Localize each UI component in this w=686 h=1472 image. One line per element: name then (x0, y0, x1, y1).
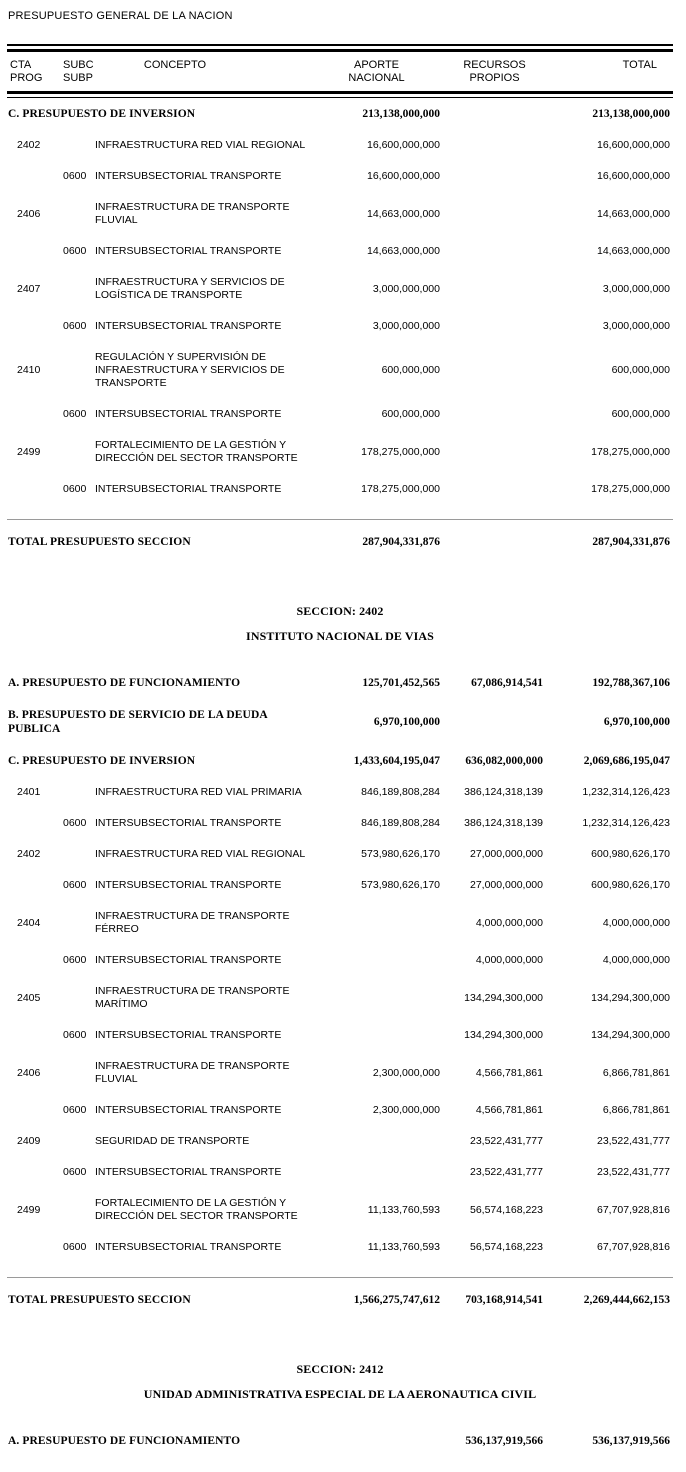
subprogram-code: 0600 (63, 483, 87, 495)
table-row (7, 1188, 673, 1232)
concepto-cell: INFRAESTRUCTURA RED VIAL PRIMARIA (95, 786, 302, 798)
recursos-propios-value: 386,124,318,139 (464, 817, 543, 829)
total-value: 1,232,314,126,423 (582, 786, 670, 798)
aporte-nacional-value: 16,600,000,000 (367, 170, 440, 182)
section-code: SECCION: 2402 (296, 604, 384, 618)
section-heading (7, 1362, 673, 1401)
table-row (7, 870, 673, 901)
recursos-propios-value: 23,522,431,777 (470, 1135, 543, 1147)
total-value: 600,980,626,170 (591, 848, 670, 860)
program-code: 2404 (17, 916, 41, 929)
total-value: 600,000,000 (611, 408, 670, 420)
subprogram-code: 0600 (63, 408, 87, 420)
column-header-line: CONCEPTO (143, 59, 207, 71)
subprogram-code: 0600 (63, 1029, 87, 1041)
row-label: C. PRESUPUESTO DE INVERSION (8, 108, 196, 120)
recursos-propios-value: 386,124,318,139 (464, 786, 543, 798)
total-value: 67,707,928,816 (597, 1241, 670, 1253)
total-value: 3,000,000,000 (602, 320, 670, 332)
program-code: 2406 (17, 207, 41, 220)
concepto-cell: FORTALECIMIENTO DE LA GESTIÓN Y DIRECCIÓN DEL SECTOR TRANSPORTE (95, 1197, 298, 1222)
table-row (7, 161, 673, 192)
aporte-nacional-value: 287,904,331,876 (362, 536, 440, 548)
row-label: TOTAL PRESUPUESTO SECCION (8, 1294, 191, 1306)
row-label: A. PRESUPUESTO DE FUNCIONAMIENTO (8, 1435, 241, 1447)
aporte-nacional-value: 846,189,808,284 (361, 786, 440, 798)
aporte-nacional-value: 600,000,000 (381, 364, 440, 376)
concepto-cell: INTERSUBSECTORIAL TRANSPORTE (95, 1104, 282, 1116)
aporte-nacional-value: 1,433,604,195,047 (353, 755, 440, 767)
table-row (7, 945, 673, 976)
concepto-cell: INTERSUBSECTORIAL TRANSPORTE (95, 245, 282, 257)
table-row (7, 1095, 673, 1126)
row-label: B. PRESUPUESTO DE SERVICIO DE LA DEUDA PUBLICA (8, 709, 268, 735)
table-row (7, 1277, 673, 1316)
total-value: 600,980,626,170 (591, 879, 670, 891)
aporte-nacional-value: 213,138,000,000 (362, 108, 440, 120)
document-title: PRESUPUESTO GENERAL DE LA NACION (8, 10, 233, 22)
table-row (7, 1232, 673, 1263)
concepto-cell: INFRAESTRUCTURA RED VIAL REGIONAL (95, 848, 306, 860)
table-row (7, 839, 673, 870)
total-value: 6,970,100,000 (603, 716, 670, 728)
concepto-cell: INTERSUBSECTORIAL TRANSPORTE (95, 483, 282, 495)
column-header-concepto (95, 59, 310, 85)
table-row (7, 474, 673, 505)
table-row (7, 430, 673, 474)
table-row (7, 1126, 673, 1157)
total-value: 2,069,686,195,047 (583, 755, 670, 767)
program-code: 2402 (17, 139, 41, 151)
table-row (7, 745, 673, 777)
program-code: 2407 (17, 282, 41, 295)
column-header-subc-subp (55, 59, 95, 85)
total-value: 287,904,331,876 (592, 536, 670, 548)
total-value: 4,000,000,000 (602, 954, 670, 966)
table-row (7, 777, 673, 808)
concepto-cell: INFRAESTRUCTURA DE TRANSPORTE FÉRREO (95, 910, 290, 935)
concepto-cell: INFRAESTRUCTURA DE TRANSPORTE MARÍTIMO (95, 985, 290, 1010)
subprogram-code: 0600 (63, 879, 87, 891)
concepto-cell: INTERSUBSECTORIAL TRANSPORTE (95, 1029, 282, 1041)
column-header-recursos-propios (443, 59, 546, 85)
total-value: 67,707,928,816 (597, 1203, 670, 1216)
table-row (7, 130, 673, 161)
concepto-cell: INTERSUBSECTORIAL TRANSPORTE (95, 320, 282, 332)
total-value: 213,138,000,000 (592, 108, 670, 120)
program-code: 2402 (17, 848, 41, 860)
aporte-nacional-value: 600,000,000 (381, 408, 440, 420)
aporte-nacional-value: 16,600,000,000 (367, 139, 440, 151)
table-row (7, 667, 673, 699)
subprogram-code: 0600 (63, 170, 87, 182)
recursos-propios-value: 27,000,000,000 (470, 879, 543, 891)
total-value: 2,269,444,662,153 (583, 1294, 670, 1306)
program-code: 2499 (17, 1203, 41, 1216)
table-row (7, 98, 673, 130)
recursos-propios-value: 4,566,781,861 (475, 1066, 543, 1079)
aporte-nacional-value: 11,133,760,593 (367, 1203, 440, 1216)
concepto-cell: INFRAESTRUCTURA Y SERVICIOS DE LOGÍSTICA DE TRANSPORTE (95, 276, 285, 301)
concepto-cell: INTERSUBSECTORIAL TRANSPORTE (95, 1241, 282, 1253)
program-code: 2499 (17, 445, 41, 458)
aporte-nacional-value: 3,000,000,000 (372, 282, 440, 295)
table-row (7, 1157, 673, 1188)
concepto-cell: INFRAESTRUCTURA DE TRANSPORTE FLUVIAL (95, 201, 290, 226)
total-value: 16,600,000,000 (597, 170, 670, 182)
recursos-propios-value: 4,000,000,000 (475, 954, 543, 966)
aporte-nacional-value: 573,980,626,170 (361, 879, 440, 891)
aporte-nacional-value: 6,970,100,000 (373, 716, 440, 728)
aporte-nacional-value: 1,566,275,747,612 (353, 1294, 440, 1306)
table-row (7, 699, 673, 745)
aporte-nacional-value: 846,189,808,284 (361, 817, 440, 829)
aporte-nacional-value: 3,000,000,000 (372, 320, 440, 332)
recursos-propios-value: 56,574,168,223 (470, 1203, 543, 1216)
program-code: 2405 (17, 991, 41, 1004)
column-header-total (546, 59, 673, 85)
recursos-propios-value: 27,000,000,000 (470, 848, 543, 860)
concepto-cell: SEGURIDAD DE TRANSPORTE (95, 1135, 250, 1147)
subprogram-code: 0600 (63, 1166, 87, 1178)
section-entity: UNIDAD ADMINISTRATIVA ESPECIAL DE LA AERONAUTICA CIVIL (143, 1387, 537, 1401)
table-header-bottom-rule-inner (7, 91, 673, 94)
concepto-cell: INTERSUBSECTORIAL TRANSPORTE (95, 1166, 282, 1178)
total-value: 192,788,367,106 (592, 677, 670, 689)
subprogram-code: 0600 (63, 817, 87, 829)
column-header-line: SUBC (63, 59, 94, 71)
concepto-cell: INTERSUBSECTORIAL TRANSPORTE (95, 817, 282, 829)
total-value: 178,275,000,000 (591, 483, 670, 495)
aporte-nacional-value: 573,980,626,170 (361, 848, 440, 860)
table-row (7, 808, 673, 839)
concepto-cell: INTERSUBSECTORIAL TRANSPORTE (95, 408, 282, 420)
column-header-line: RECURSOS (463, 59, 526, 71)
table-row (7, 342, 673, 399)
program-code: 2409 (17, 1135, 41, 1147)
table-row (7, 519, 673, 558)
concepto-cell: INTERSUBSECTORIAL TRANSPORTE (95, 170, 282, 182)
program-code: 2401 (17, 786, 41, 798)
recursos-propios-value: 23,522,431,777 (470, 1166, 543, 1178)
aporte-nacional-value: 14,663,000,000 (367, 207, 440, 220)
subprogram-code: 0600 (63, 245, 87, 257)
total-value: 178,275,000,000 (591, 445, 670, 458)
total-value: 14,663,000,000 (597, 245, 670, 257)
table-row (7, 311, 673, 342)
total-value: 3,000,000,000 (602, 282, 670, 295)
concepto-cell: INFRAESTRUCTURA RED VIAL REGIONAL (95, 139, 306, 151)
column-header-line: TOTAL (622, 59, 657, 71)
column-header-aporte-nacional (310, 59, 443, 85)
total-value: 6,866,781,861 (602, 1066, 670, 1079)
column-header-line: PROPIOS (469, 72, 520, 84)
table-row (7, 236, 673, 267)
total-value: 4,000,000,000 (602, 916, 670, 929)
total-value: 134,294,300,000 (591, 991, 670, 1004)
recursos-propios-value: 536,137,919,566 (465, 1435, 543, 1447)
table-row (7, 192, 673, 236)
section-heading (7, 604, 673, 643)
row-label: A. PRESUPUESTO DE FUNCIONAMIENTO (8, 677, 241, 689)
total-value: 536,137,919,566 (592, 1435, 670, 1447)
recursos-propios-value: 703,168,914,541 (465, 1294, 543, 1306)
aporte-nacional-value: 178,275,000,000 (361, 445, 440, 458)
total-value: 14,663,000,000 (597, 207, 670, 220)
recursos-propios-value: 4,000,000,000 (475, 916, 543, 929)
section-entity: INSTITUTO NACIONAL DE VIAS (246, 629, 434, 643)
recursos-propios-value: 134,294,300,000 (464, 1029, 543, 1041)
concepto-cell: FORTALECIMIENTO DE LA GESTIÓN Y DIRECCIÓN DEL SECTOR TRANSPORTE (95, 439, 298, 464)
column-header-line: APORTE (353, 59, 400, 71)
total-value: 600,000,000 (611, 364, 670, 376)
table-top-rule-outer (7, 44, 673, 46)
recursos-propios-value: 4,566,781,861 (475, 1104, 543, 1116)
table-row (7, 1020, 673, 1051)
aporte-nacional-value: 178,275,000,000 (361, 483, 440, 495)
aporte-nacional-value: 2,300,000,000 (372, 1104, 440, 1116)
program-code: 2406 (17, 1066, 41, 1079)
total-value: 1,232,314,126,423 (582, 817, 670, 829)
aporte-nacional-value: 2,300,000,000 (372, 1066, 440, 1079)
concepto-cell: INTERSUBSECTORIAL TRANSPORTE (95, 954, 282, 966)
subprogram-code: 0600 (63, 320, 87, 332)
total-value: 16,600,000,000 (597, 139, 670, 151)
budget-table (7, 44, 673, 1457)
column-header-line: PROG (10, 72, 43, 84)
column-header-line: SUBP (63, 72, 93, 84)
subprogram-code: 0600 (63, 1104, 87, 1116)
aporte-nacional-value: 125,701,452,565 (362, 677, 440, 689)
recursos-propios-value: 636,082,000,000 (465, 755, 543, 767)
row-label: C. PRESUPUESTO DE INVERSION (8, 755, 196, 767)
subprogram-code: 0600 (63, 1241, 87, 1253)
total-value: 23,522,431,777 (597, 1166, 670, 1178)
table-row (7, 1051, 673, 1095)
table-row (7, 901, 673, 945)
total-value: 134,294,300,000 (591, 1029, 670, 1041)
table-row (7, 976, 673, 1020)
recursos-propios-value: 67,086,914,541 (471, 677, 543, 689)
program-code: 2410 (17, 364, 41, 376)
concepto-cell: INTERSUBSECTORIAL TRANSPORTE (95, 879, 282, 891)
concepto-cell: REGULACIÓN Y SUPERVISIÓN DE INFRAESTRUCTURA Y SERVICIOS DE TRANSPORTE (95, 351, 285, 389)
concepto-cell: INFRAESTRUCTURA DE TRANSPORTE FLUVIAL (95, 1060, 290, 1085)
table-row (7, 1425, 673, 1457)
recursos-propios-value: 134,294,300,000 (464, 991, 543, 1004)
table-header-row (7, 52, 673, 91)
column-header-line: NACIONAL (348, 72, 405, 84)
column-header-line: CTA (10, 59, 32, 71)
table-row (7, 267, 673, 311)
table-body (7, 98, 673, 1457)
row-label: TOTAL PRESUPUESTO SECCION (8, 536, 191, 548)
table-row (7, 399, 673, 430)
recursos-propios-value: 56,574,168,223 (470, 1241, 543, 1253)
total-value: 23,522,431,777 (597, 1135, 670, 1147)
aporte-nacional-value: 14,663,000,000 (367, 245, 440, 257)
total-value: 6,866,781,861 (602, 1104, 670, 1116)
aporte-nacional-value: 11,133,760,593 (367, 1241, 440, 1253)
section-code: SECCION: 2412 (296, 1362, 384, 1376)
subprogram-code: 0600 (63, 954, 87, 966)
column-header-cta-prog (7, 59, 55, 85)
